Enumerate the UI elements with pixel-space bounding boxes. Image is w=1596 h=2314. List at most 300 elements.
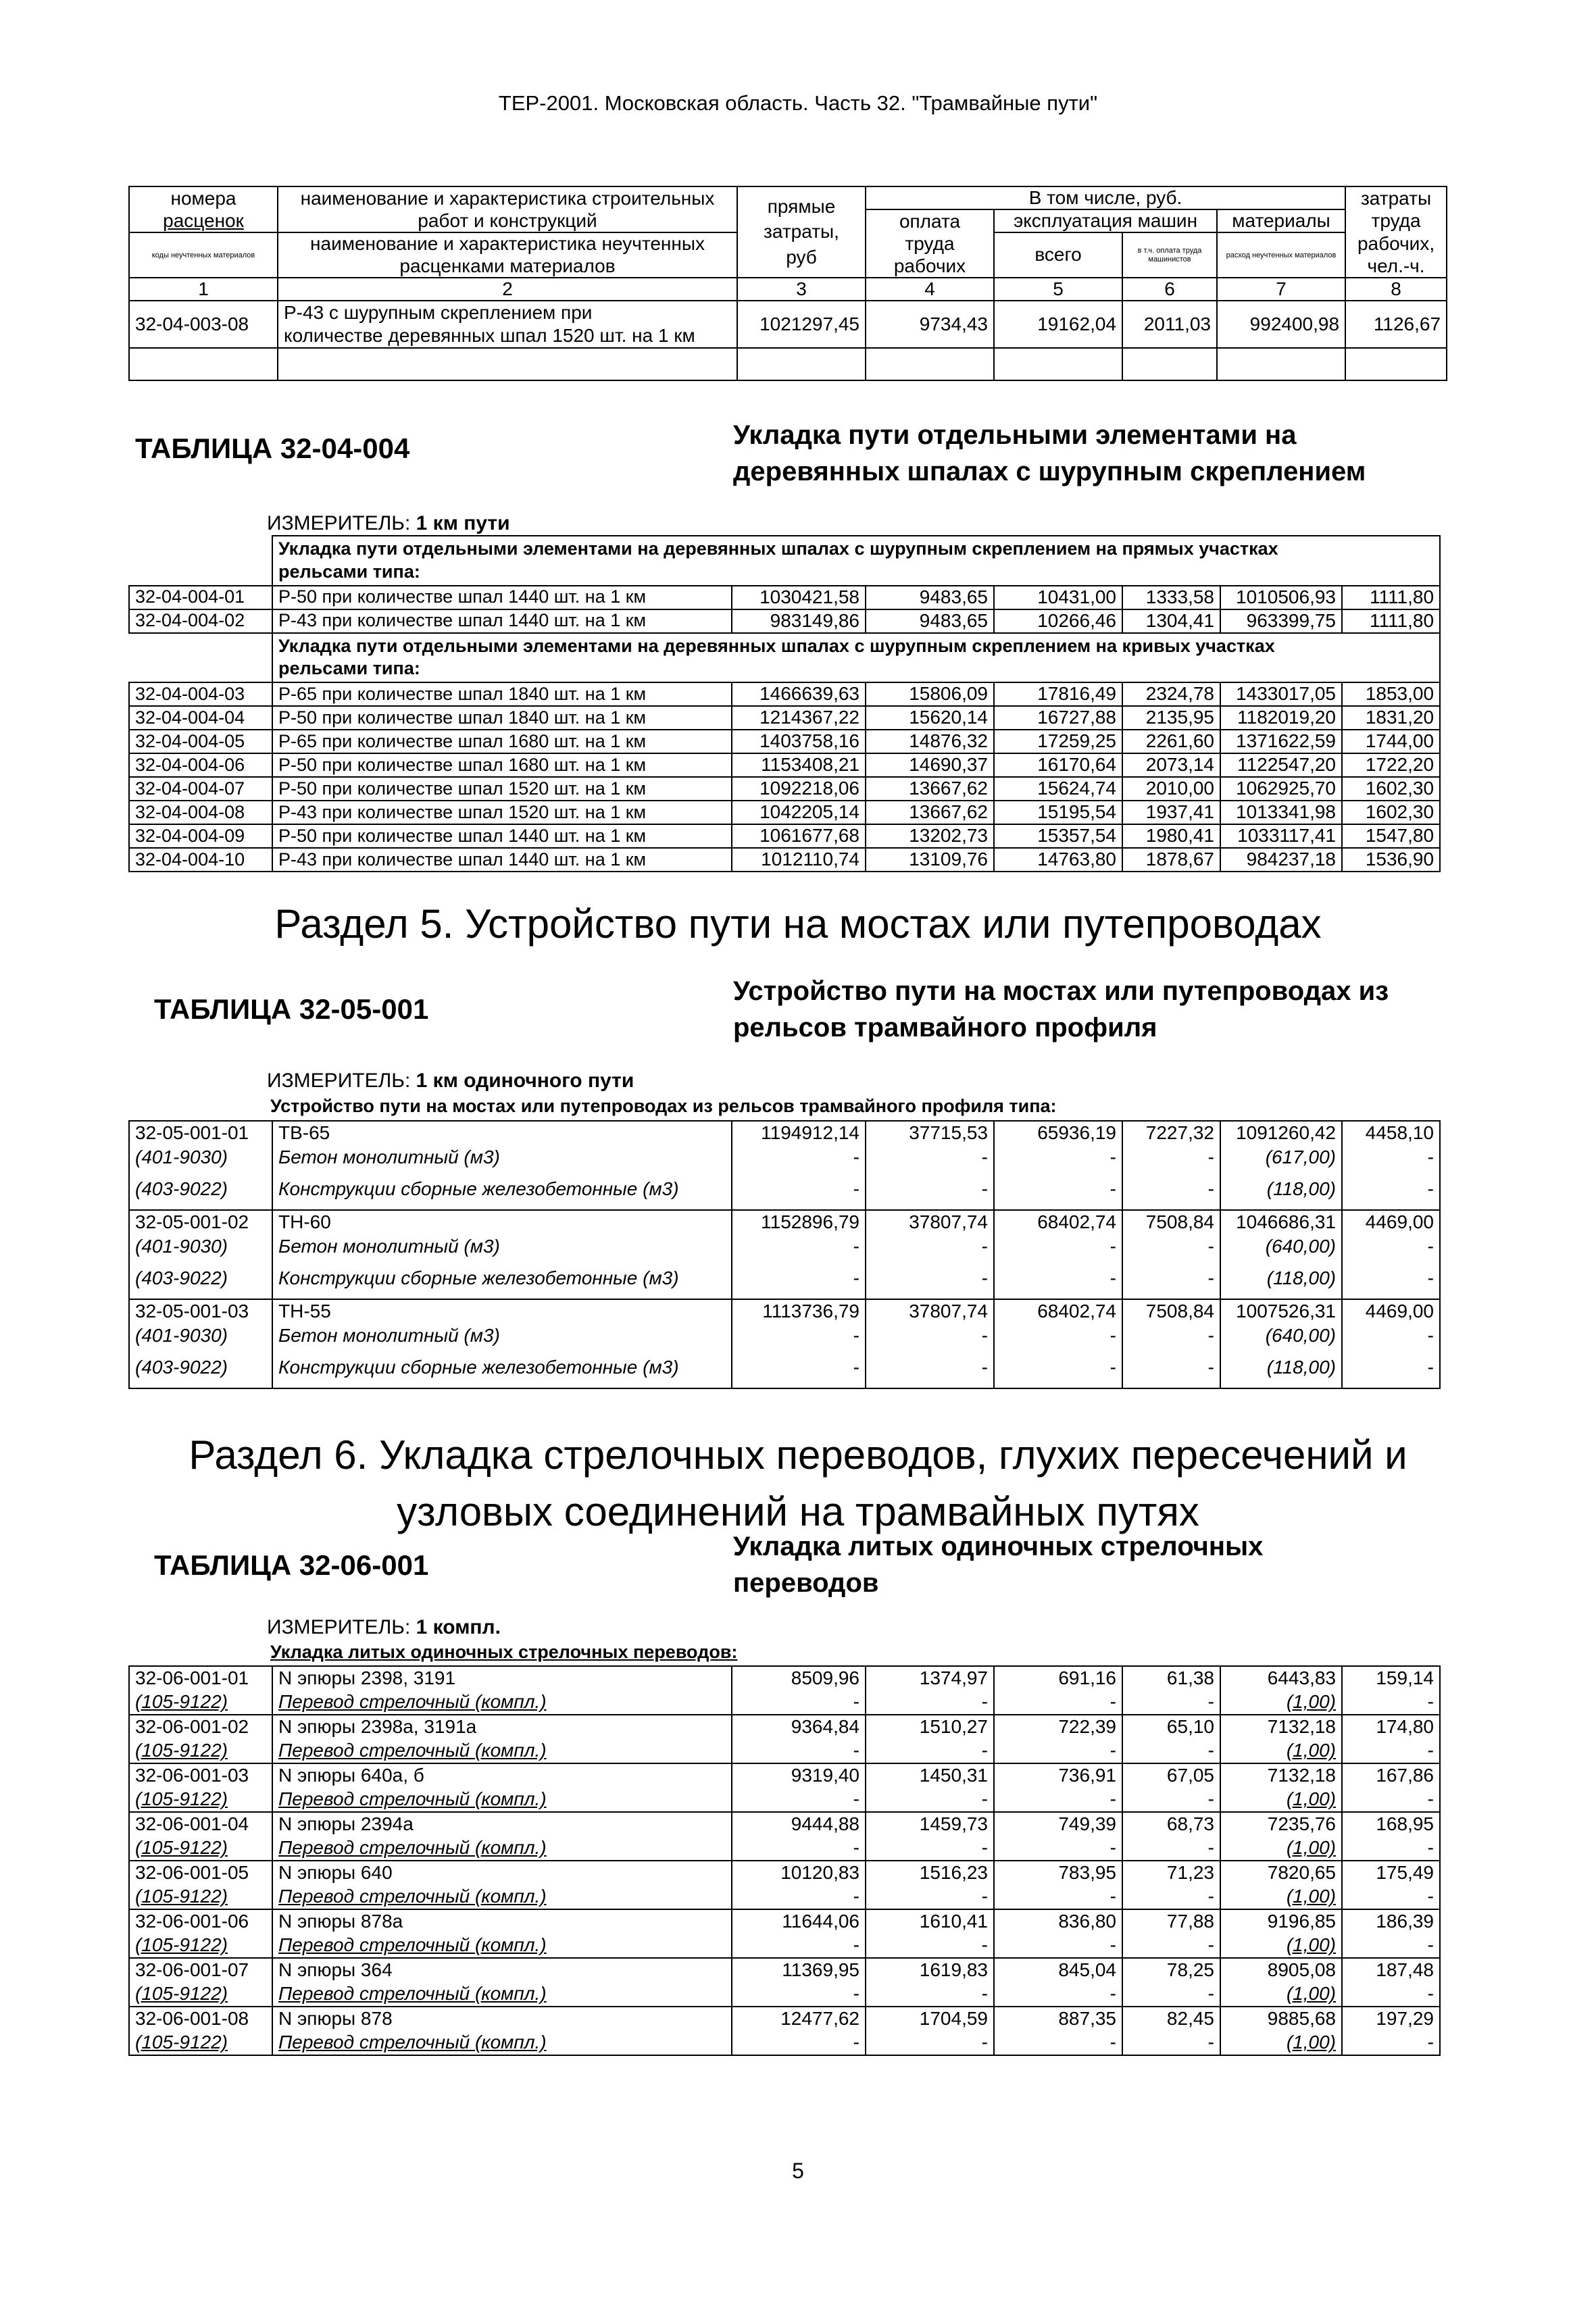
row-name: ТН-60 bbox=[272, 1210, 732, 1234]
table-row bbox=[129, 1958, 1440, 1982]
row-wage: 1704,59 bbox=[866, 2007, 994, 2031]
material-qty: (640,00) bbox=[1220, 1324, 1342, 1348]
row-machines-wage: 2261,60 bbox=[1122, 730, 1220, 753]
material-code: (105-9122) bbox=[129, 1885, 272, 1909]
table-row bbox=[129, 301, 1447, 348]
row-direct: 9319,40 bbox=[732, 1763, 866, 1788]
material-name: Перевод стрелочный (компл.) bbox=[272, 1690, 732, 1715]
dash: - bbox=[1122, 1934, 1220, 1958]
row-labor: 167,86 bbox=[1342, 1763, 1440, 1788]
measure-unit-006: ИЗМЕРИТЕЛЬ: 1 компл. bbox=[267, 1616, 501, 1638]
row-direct: 1152896,79 bbox=[732, 1210, 866, 1234]
row-wage: 14690,37 bbox=[866, 753, 994, 777]
row-wage: 1374,97 bbox=[866, 1666, 994, 1690]
row-wage: 1510,27 bbox=[866, 1715, 994, 1739]
row-labor: 1111,80 bbox=[1342, 586, 1440, 609]
row-wage: 9734,43 bbox=[866, 301, 994, 348]
material-row bbox=[129, 1348, 1440, 1388]
table-row bbox=[129, 682, 1440, 706]
table-row bbox=[129, 1210, 1440, 1234]
dash: - bbox=[1122, 1982, 1220, 2007]
row-direct: 9444,88 bbox=[732, 1812, 866, 1836]
row-materials: 7820,65 bbox=[1220, 1861, 1342, 1885]
material-qty: (1,00) bbox=[1220, 1788, 1342, 1812]
row-name: Р-43 при количестве шпал 1520 шт. на 1 км bbox=[272, 801, 732, 824]
row-name: ТН-55 bbox=[272, 1299, 732, 1324]
row-machines: 68402,74 bbox=[994, 1299, 1122, 1324]
material-row bbox=[129, 1690, 1440, 1715]
hdr-idx-6: 6 bbox=[1122, 278, 1217, 301]
dash: - bbox=[1122, 1234, 1220, 1259]
material-qty: (1,00) bbox=[1220, 1739, 1342, 1763]
dash: - bbox=[1122, 1836, 1220, 1861]
material-name: Перевод стрелочный (компл.) bbox=[272, 1788, 732, 1812]
row-machines-wage: 68,73 bbox=[1122, 1812, 1220, 1836]
row-code: 32-06-001-02 bbox=[129, 1715, 272, 1739]
row-code: 32-06-001-01 bbox=[129, 1666, 272, 1690]
dash: - bbox=[866, 1324, 994, 1348]
row-machines: 15624,74 bbox=[994, 777, 1122, 801]
material-code: (105-9122) bbox=[129, 1739, 272, 1763]
row-labor: 1602,30 bbox=[1342, 801, 1440, 824]
row-direct: 11644,06 bbox=[732, 1909, 866, 1934]
row-materials: 1007526,31 bbox=[1220, 1299, 1342, 1324]
measure-unit-005: ИЗМЕРИТЕЛЬ: 1 км одиночного пути bbox=[267, 1070, 634, 1092]
row-labor: 1547,80 bbox=[1342, 824, 1440, 848]
group-heading-curved: Укладка пути отдельными элементами на деревянных шпалах с шурупным скреплением на кривых участках рельсами типа: bbox=[272, 633, 1440, 683]
row-labor: 1536,90 bbox=[1342, 848, 1440, 872]
dash: - bbox=[1122, 2031, 1220, 2055]
dash: - bbox=[994, 1690, 1122, 1715]
dash: - bbox=[1122, 1885, 1220, 1909]
row-labor: 175,49 bbox=[1342, 1861, 1440, 1885]
row-code: 32-05-001-01 bbox=[129, 1121, 272, 1145]
dash: - bbox=[866, 1934, 994, 1958]
table-row bbox=[129, 1715, 1440, 1739]
dash: - bbox=[1342, 1145, 1440, 1169]
row-code: 32-06-001-08 bbox=[129, 2007, 272, 2031]
material-name: Перевод стрелочный (компл.) bbox=[272, 1739, 732, 1763]
table-row bbox=[129, 609, 1440, 633]
row-code: 32-04-004-09 bbox=[129, 824, 272, 848]
row-machines: 68402,74 bbox=[994, 1210, 1122, 1234]
row-materials: 1046686,31 bbox=[1220, 1210, 1342, 1234]
row-machines-wage: 2324,78 bbox=[1122, 682, 1220, 706]
material-name: Конструкции сборные железобетонные (м3) bbox=[272, 1169, 732, 1210]
hdr-material-codes: коды неучтенных материалов bbox=[129, 232, 278, 277]
material-code: (105-9122) bbox=[129, 1690, 272, 1715]
dash: - bbox=[732, 1739, 866, 1763]
material-code: (105-9122) bbox=[129, 1982, 272, 2007]
row-machines-wage: 82,45 bbox=[1122, 2007, 1220, 2031]
row-materials: 7235,76 bbox=[1220, 1812, 1342, 1836]
row-direct: 8509,96 bbox=[732, 1666, 866, 1690]
column-header-table bbox=[128, 186, 1447, 381]
dash: - bbox=[1342, 1934, 1440, 1958]
table-row bbox=[129, 824, 1440, 848]
hdr-machines-total: всего bbox=[994, 232, 1122, 277]
row-direct: 10120,83 bbox=[732, 1861, 866, 1885]
row-machines: 16170,64 bbox=[994, 753, 1122, 777]
group-heading-005: Устройство пути на мостах или путепроводах из рельсов трамвайного профиля типа: bbox=[270, 1096, 1057, 1116]
dash: - bbox=[1342, 1259, 1440, 1299]
row-materials: 8905,08 bbox=[1220, 1958, 1342, 1982]
row-labor: 187,48 bbox=[1342, 1958, 1440, 1982]
hdr-machines-operator-wage: в т.ч. оплата труда машинистов bbox=[1122, 232, 1217, 277]
row-direct: 11369,95 bbox=[732, 1958, 866, 1982]
table-row bbox=[129, 1299, 1440, 1324]
table-row bbox=[129, 2007, 1440, 2031]
row-materials: 7132,18 bbox=[1220, 1715, 1342, 1739]
hdr-name-sub-2: расценками материалов bbox=[278, 255, 737, 278]
hdr-materials-sub: расход неучтенных материалов bbox=[1217, 232, 1345, 277]
dash: - bbox=[1342, 1234, 1440, 1259]
row-name: ТВ-65 bbox=[272, 1121, 732, 1145]
row-wage: 1516,23 bbox=[866, 1861, 994, 1885]
row-materials: 7132,18 bbox=[1220, 1763, 1342, 1788]
material-row bbox=[129, 1169, 1440, 1210]
row-materials: 984237,18 bbox=[1220, 848, 1342, 872]
hdr-direct-costs: прямые затраты, руб bbox=[737, 186, 866, 278]
dash: - bbox=[1342, 1788, 1440, 1812]
table-row bbox=[129, 706, 1440, 730]
row-machines-wage: 7508,84 bbox=[1122, 1299, 1220, 1324]
row-wage: 1459,73 bbox=[866, 1812, 994, 1836]
row-name: Р-65 при количестве шпал 1840 шт. на 1 км bbox=[272, 682, 732, 706]
row-code: 32-04-004-03 bbox=[129, 682, 272, 706]
material-row bbox=[129, 1145, 1440, 1169]
row-code: 32-04-003-08 bbox=[129, 301, 278, 348]
row-machines-wage: 2135,95 bbox=[1122, 706, 1220, 730]
row-machines-wage: 71,23 bbox=[1122, 1861, 1220, 1885]
row-materials: 1433017,05 bbox=[1220, 682, 1342, 706]
table-row bbox=[129, 1812, 1440, 1836]
group-heading-006: Укладка литых одиночных стрелочных переводов: bbox=[270, 1642, 738, 1662]
row-name: Р-43 при количестве шпал 1440 шт. на 1 км bbox=[272, 848, 732, 872]
row-machines-wage: 2073,14 bbox=[1122, 753, 1220, 777]
row-wage: 14876,32 bbox=[866, 730, 994, 753]
row-direct: 1194912,14 bbox=[732, 1121, 866, 1145]
hdr-name-sub: наименование и характеристика неучтенных bbox=[278, 232, 737, 255]
dash: - bbox=[1342, 1739, 1440, 1763]
dash: - bbox=[994, 1934, 1122, 1958]
dash: - bbox=[1342, 1348, 1440, 1388]
row-name: N эпюры 364 bbox=[272, 1958, 732, 1982]
material-code: (403-9022) bbox=[129, 1259, 272, 1299]
table-title-006: Укладка литых одиночных стрелочных переводов bbox=[733, 1532, 1264, 1598]
table-row bbox=[129, 1909, 1440, 1934]
hdr-wage: оплата bbox=[866, 209, 994, 232]
row-name: N эпюры 2398, 3191 bbox=[272, 1666, 732, 1690]
dash: - bbox=[866, 2031, 994, 2055]
table-row bbox=[129, 777, 1440, 801]
material-row bbox=[129, 1788, 1440, 1812]
table-title-005: Устройство пути на мостах или путепроводах из рельсов трамвайного профиля bbox=[733, 976, 1389, 1042]
dash: - bbox=[1122, 1324, 1220, 1348]
dash: - bbox=[1122, 1145, 1220, 1169]
dash: - bbox=[866, 1836, 994, 1861]
table-row bbox=[129, 753, 1440, 777]
row-labor: 1126,67 bbox=[1345, 301, 1447, 348]
material-name: Перевод стрелочный (компл.) bbox=[272, 1934, 732, 1958]
row-wage: 13667,62 bbox=[866, 801, 994, 824]
row-machines: 722,39 bbox=[994, 1715, 1122, 1739]
row-machines-wage: 1980,41 bbox=[1122, 824, 1220, 848]
row-code: 32-05-001-03 bbox=[129, 1299, 272, 1324]
group-heading-straight: Укладка пути отдельными элементами на деревянных шпалах с шурупным скреплением на прямых участках рельсами типа: bbox=[272, 536, 1440, 586]
row-direct: 1403758,16 bbox=[732, 730, 866, 753]
material-row bbox=[129, 1836, 1440, 1861]
dash: - bbox=[732, 1324, 866, 1348]
row-labor: 1744,00 bbox=[1342, 730, 1440, 753]
table-row bbox=[129, 1666, 1440, 1690]
hdr-idx-4: 4 bbox=[866, 278, 994, 301]
dash: - bbox=[732, 2031, 866, 2055]
hdr-idx-3: 3 bbox=[737, 278, 866, 301]
row-direct: 1042205,14 bbox=[732, 801, 866, 824]
dash: - bbox=[1342, 1885, 1440, 1909]
row-wage: 15806,09 bbox=[866, 682, 994, 706]
row-wage: 37807,74 bbox=[866, 1299, 994, 1324]
material-row bbox=[129, 1982, 1440, 2007]
row-machines: 736,91 bbox=[994, 1763, 1122, 1788]
row-materials: 1371622,59 bbox=[1220, 730, 1342, 753]
dash: - bbox=[994, 1259, 1122, 1299]
dash: - bbox=[994, 1324, 1122, 1348]
material-row bbox=[129, 1324, 1440, 1348]
row-labor: 159,14 bbox=[1342, 1666, 1440, 1690]
dash: - bbox=[866, 1982, 994, 2007]
hdr-labor-3: рабочих, bbox=[1345, 232, 1447, 255]
row-code: 32-04-004-02 bbox=[129, 609, 272, 633]
row-labor: 1853,00 bbox=[1342, 682, 1440, 706]
material-qty: (617,00) bbox=[1220, 1145, 1342, 1169]
row-labor: 1722,20 bbox=[1342, 753, 1440, 777]
row-code: 32-04-004-08 bbox=[129, 801, 272, 824]
material-code: (105-9122) bbox=[129, 1934, 272, 1958]
material-qty: (1,00) bbox=[1220, 1982, 1342, 2007]
row-name: N эпюры 640 bbox=[272, 1861, 732, 1885]
row-direct: 9364,84 bbox=[732, 1715, 866, 1739]
row-wage: 1610,41 bbox=[866, 1909, 994, 1934]
row-name: Р-65 при количестве шпал 1680 шт. на 1 км bbox=[272, 730, 732, 753]
row-code: 32-06-001-06 bbox=[129, 1909, 272, 1934]
page-number: 5 bbox=[792, 2159, 804, 2183]
row-name: Р-50 при количестве шпал 1840 шт. на 1 км bbox=[272, 706, 732, 730]
dash: - bbox=[1122, 1788, 1220, 1812]
material-name: Перевод стрелочный (компл.) bbox=[272, 1836, 732, 1861]
dash: - bbox=[732, 1934, 866, 1958]
dash: - bbox=[994, 2031, 1122, 2055]
row-materials: 1091260,42 bbox=[1220, 1121, 1342, 1145]
row-wage: 1619,83 bbox=[866, 1958, 994, 1982]
row-direct: 1030421,58 bbox=[732, 586, 866, 609]
row-materials: 1013341,98 bbox=[1220, 801, 1342, 824]
row-machines: 16727,88 bbox=[994, 706, 1122, 730]
dash: - bbox=[866, 1788, 994, 1812]
row-code: 32-04-004-07 bbox=[129, 777, 272, 801]
dash: - bbox=[732, 1234, 866, 1259]
material-name: Бетон монолитный (м3) bbox=[272, 1234, 732, 1259]
material-qty: (1,00) bbox=[1220, 1690, 1342, 1715]
hdr-name: наименование и характеристика строительных bbox=[278, 186, 737, 209]
hdr-wage-3: рабочих bbox=[866, 255, 994, 278]
row-code: 32-04-004-04 bbox=[129, 706, 272, 730]
table-32-05-001 bbox=[128, 1120, 1441, 1389]
dash: - bbox=[732, 1348, 866, 1388]
row-code: 32-06-001-05 bbox=[129, 1861, 272, 1885]
row-materials: 9885,68 bbox=[1220, 2007, 1342, 2031]
row-labor: 4458,10 bbox=[1342, 1121, 1440, 1145]
material-qty: (1,00) bbox=[1220, 2031, 1342, 2055]
row-machines: 845,04 bbox=[994, 1958, 1122, 1982]
row-direct: 12477,62 bbox=[732, 2007, 866, 2031]
hdr-idx-5: 5 bbox=[994, 278, 1122, 301]
table-code-005: ТАБЛИЦА 32-05-001 bbox=[154, 993, 429, 1025]
row-machines-wage: 1304,41 bbox=[1122, 609, 1220, 633]
material-code: (401-9030) bbox=[129, 1324, 272, 1348]
row-machines-wage: 2011,03 bbox=[1122, 301, 1217, 348]
material-name: Бетон монолитный (м3) bbox=[272, 1324, 732, 1348]
table-row bbox=[129, 1861, 1440, 1885]
hdr-including: В том числе, руб. bbox=[866, 186, 1345, 209]
row-materials: 992400,98 bbox=[1217, 301, 1345, 348]
row-wage: 37807,74 bbox=[866, 1210, 994, 1234]
row-labor: 168,95 bbox=[1342, 1812, 1440, 1836]
row-name: Р-50 при количестве шпал 1680 шт. на 1 км bbox=[272, 753, 732, 777]
row-labor: 174,80 bbox=[1342, 1715, 1440, 1739]
row-machines: 17259,25 bbox=[994, 730, 1122, 753]
row-machines: 691,16 bbox=[994, 1666, 1122, 1690]
row-labor: 1111,80 bbox=[1342, 609, 1440, 633]
row-machines-wage: 2010,00 bbox=[1122, 777, 1220, 801]
material-code: (403-9022) bbox=[129, 1169, 272, 1210]
material-row bbox=[129, 1234, 1440, 1259]
hdr-labor: затраты bbox=[1345, 186, 1447, 209]
table-32-04-004 bbox=[128, 535, 1441, 872]
hdr-wage-2: труда bbox=[866, 232, 994, 255]
dash: - bbox=[994, 1836, 1122, 1861]
hdr-labor-4: чел.-ч. bbox=[1345, 255, 1447, 278]
material-row bbox=[129, 1259, 1440, 1299]
row-labor: 1831,20 bbox=[1342, 706, 1440, 730]
row-code: 32-06-001-04 bbox=[129, 1812, 272, 1836]
row-labor: 4469,00 bbox=[1342, 1210, 1440, 1234]
row-machines: 65936,19 bbox=[994, 1121, 1122, 1145]
row-name: N эпюры 878а bbox=[272, 1909, 732, 1934]
hdr-number-2: расценок bbox=[129, 209, 278, 232]
hdr-idx-8: 8 bbox=[1345, 278, 1447, 301]
dash: - bbox=[994, 1982, 1122, 2007]
row-code: 32-04-004-05 bbox=[129, 730, 272, 753]
dash: - bbox=[732, 1259, 866, 1299]
row-machines: 836,80 bbox=[994, 1909, 1122, 1934]
material-row bbox=[129, 1885, 1440, 1909]
material-row bbox=[129, 1934, 1440, 1958]
material-qty: (1,00) bbox=[1220, 1885, 1342, 1909]
table-32-06-001 bbox=[128, 1665, 1441, 2056]
row-machines: 17816,49 bbox=[994, 682, 1122, 706]
row-labor: 1602,30 bbox=[1342, 777, 1440, 801]
row-labor: 197,29 bbox=[1342, 2007, 1440, 2031]
dash: - bbox=[866, 1739, 994, 1763]
row-name: N эпюры 640а, б bbox=[272, 1763, 732, 1788]
row-machines-wage: 1878,67 bbox=[1122, 848, 1220, 872]
dash: - bbox=[994, 1739, 1122, 1763]
section-6-heading: Раздел 6. Укладка стрелочных переводов, глухих пересечений и узловых соединений на трамвайных путях bbox=[189, 1432, 1407, 1534]
dash: - bbox=[1342, 1324, 1440, 1348]
row-code: 32-04-004-06 bbox=[129, 753, 272, 777]
hdr-labor-2: труда bbox=[1345, 209, 1447, 232]
dash: - bbox=[994, 1145, 1122, 1169]
row-machines: 10431,00 bbox=[994, 586, 1122, 609]
hdr-idx-1: 1 bbox=[129, 278, 278, 301]
material-name: Перевод стрелочный (компл.) bbox=[272, 2031, 732, 2055]
section-5-heading: Раздел 5. Устройство пути на мостах или путепроводах bbox=[274, 901, 1322, 947]
hdr-number: номера bbox=[129, 186, 278, 209]
hdr-idx-2: 2 bbox=[278, 278, 737, 301]
row-code: 32-06-001-07 bbox=[129, 1958, 272, 1982]
row-labor: 186,39 bbox=[1342, 1909, 1440, 1934]
row-machines-wage: 77,88 bbox=[1122, 1909, 1220, 1934]
material-name: Конструкции сборные железобетонные (м3) bbox=[272, 1259, 732, 1299]
hdr-idx-7: 7 bbox=[1217, 278, 1345, 301]
row-machines-wage: 1333,58 bbox=[1122, 586, 1220, 609]
material-qty: (118,00) bbox=[1220, 1348, 1342, 1388]
table-row bbox=[129, 848, 1440, 872]
dash: - bbox=[1122, 1739, 1220, 1763]
row-machines: 749,39 bbox=[994, 1812, 1122, 1836]
dash: - bbox=[1342, 1690, 1440, 1715]
row-direct: 1021297,45 bbox=[737, 301, 866, 348]
row-direct: 983149,86 bbox=[732, 609, 866, 633]
row-name: Р-50 при количестве шпал 1520 шт. на 1 км bbox=[272, 777, 732, 801]
dash: - bbox=[1122, 1348, 1220, 1388]
material-code: (105-9122) bbox=[129, 2031, 272, 2055]
row-direct: 1012110,74 bbox=[732, 848, 866, 872]
table-row bbox=[129, 801, 1440, 824]
row-materials: 6443,83 bbox=[1220, 1666, 1342, 1690]
material-code: (401-9030) bbox=[129, 1234, 272, 1259]
row-code: 32-06-001-03 bbox=[129, 1763, 272, 1788]
row-machines-wage: 7227,32 bbox=[1122, 1121, 1220, 1145]
material-qty: (118,00) bbox=[1220, 1169, 1342, 1210]
row-name: N эпюры 2394а bbox=[272, 1812, 732, 1836]
table-code-006: ТАБЛИЦА 32-06-001 bbox=[154, 1549, 429, 1581]
material-name: Конструкции сборные железобетонные (м3) bbox=[272, 1348, 732, 1388]
dash: - bbox=[1122, 1169, 1220, 1210]
row-materials: 963399,75 bbox=[1220, 609, 1342, 633]
row-wage: 13202,73 bbox=[866, 824, 994, 848]
dash: - bbox=[732, 1885, 866, 1909]
row-name: Р-43 с шурупным скреплением при количестве деревянных шпал 1520 шт. на 1 км bbox=[278, 301, 737, 348]
row-name: Р-50 при количестве шпал 1440 шт. на 1 км bbox=[272, 586, 732, 609]
dash: - bbox=[994, 1348, 1122, 1388]
dash: - bbox=[994, 1234, 1122, 1259]
row-wage: 13109,76 bbox=[866, 848, 994, 872]
material-name: Бетон монолитный (м3) bbox=[272, 1145, 732, 1169]
row-machines: 15357,54 bbox=[994, 824, 1122, 848]
dash: - bbox=[866, 1145, 994, 1169]
dash: - bbox=[732, 1836, 866, 1861]
row-name: N эпюры 878 bbox=[272, 2007, 732, 2031]
table-row bbox=[129, 1121, 1440, 1145]
row-machines: 783,95 bbox=[994, 1861, 1122, 1885]
table-row bbox=[129, 1763, 1440, 1788]
row-name: Р-50 при количестве шпал 1440 шт. на 1 км bbox=[272, 824, 732, 848]
dash: - bbox=[1122, 1259, 1220, 1299]
row-materials: 9196,85 bbox=[1220, 1909, 1342, 1934]
